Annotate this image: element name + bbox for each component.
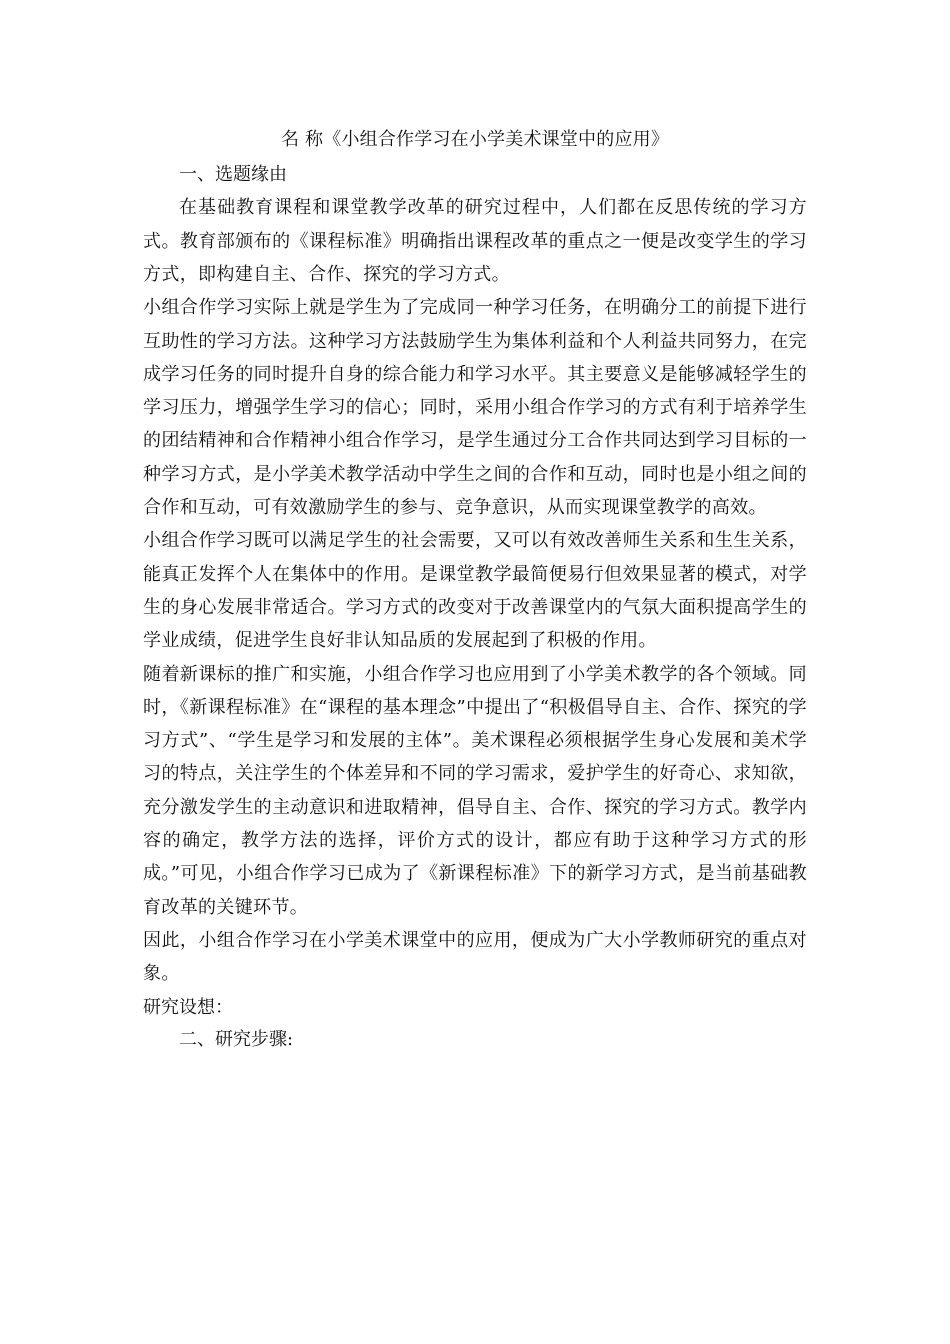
paragraph-definition: 小组合作学习实际上就是学生为了完成同一种学习任务，在明确分工的前提下进行互助性的学习方法。这种学习方法鼓励学生为集体利益和个人利益共同努力，在完成学习任务的同时提升自身的综合能力和学习水平。其主要意义是能够减轻学生的学习压力，增强学生学习的信心；同时，采用小组合作学习的方式有利于培养学生的团结精神和合作精神小组合作学习，是学生通过分工合作共同达到学习目标的一种学习方式，是小学美术教学活动中学生之间的合作和互动，同时也是小组之间的合作和互动，可有效激励学生的参与、竞争意识，从而实现课堂教学的高效。 — [143, 297, 807, 519]
section-heading-reason: 一、选题缘由 — [179, 164, 287, 185]
document-body — [143, 124, 807, 1056]
paragraph-benefits: 小组合作学习既可以满足学生的社会需要，又可以有效改善师生关系和生生关系，能真正发挥个人在集体中的作用。是课堂教学最简便易行但效果显著的模式，对学生的身心发展非常适合。学习方式的改变对于改善课堂内的气氛大面积提高学生的学业成绩，促进学生良好非认知品质的发展起到了积极的作用。 — [143, 530, 807, 652]
section-heading-steps: 二、研究步骤: — [179, 1028, 294, 1050]
paragraph-curriculum: 随着新课标的推广和实施，小组合作学习也应用到了小学美术教学的各个领域。同时，《新课程标准》在“课程的基本理念”中提出了“积极倡导自主、合作、探究的学习方式”、“学生是学习和发展的主体”。美术课程必须根据学生身心发展和美术学习的特点，关注学生的个体差异和不同的学习需求，爱护学生的好奇心、求知欲，充分激发学生的主动意识和进取精神，倡导自主、合作、探究的学习方式。教学内容的确定，教学方法的选择，评价方式的设计，都应有助于这种学习方式的形成。”可见，小组合作学习已成为了《新课程标准》下的新学习方式，是当前基础教育改革的关键环节。 — [143, 663, 807, 918]
paragraph-intro: 在基础教育课程和课堂教学改革的研究过程中，人们都在反思传统的学习方式。教育部颁布的《课程标准》明确指出课程改革的重点之一便是改变学生的学习方式，即构建自主、合作、探究的学习方式。 — [143, 197, 807, 285]
paragraph-conclusion: 因此，小组合作学习在小学美术课堂中的应用，便成为广大小学教师研究的重点对象。 — [143, 929, 807, 985]
document-title: 名 称《小组合作学习在小学美术课堂中的应用》 — [280, 129, 670, 150]
research-idea-label: 研究设想： — [143, 996, 233, 1018]
